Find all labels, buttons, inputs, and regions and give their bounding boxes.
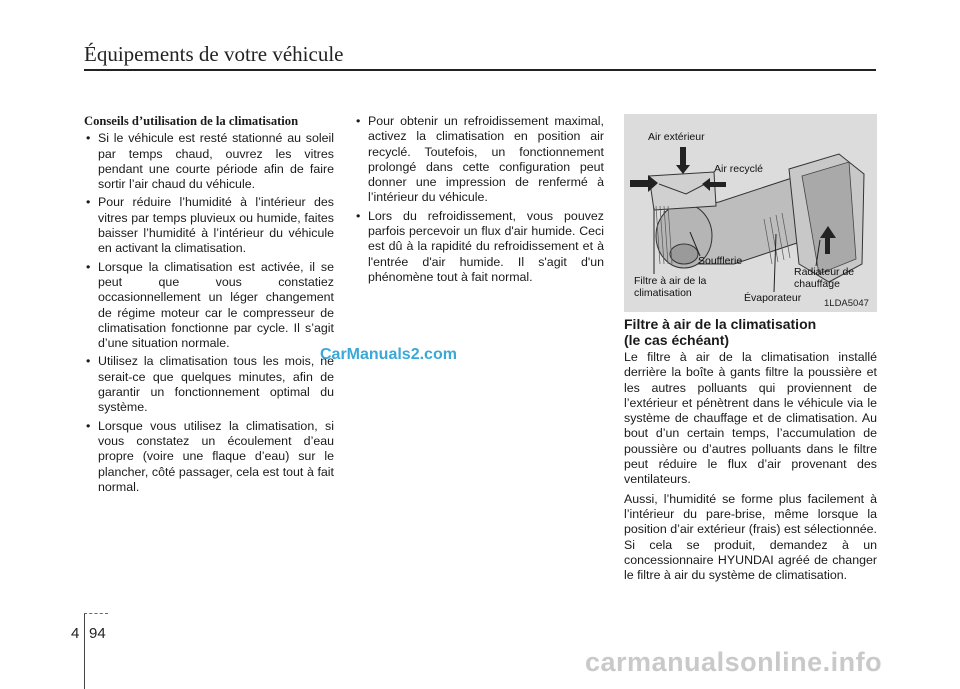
paragraph: Le filtre à air de la climatisation installé derrière la boîte à gants filtre la poussière et les autres polluants qui proviennent de l’extérieur et pénètrent dans le véhicule via le système de chauffage et de climatisation. Au bout d’un certain temps, l’accumulation de poussière ou d’autres polluants dans le filtre peut réduire le flux d’air provenant des ventilateurs.	[624, 350, 877, 487]
paragraph: Aussi, l’humidité se forme plus facilement à l’intérieur du pare-brise, même lorsque la position d’air extérieur (frais) est sélectionnée. Si cela se produit, demandez à un concessionnaire HYUNDAI agréé de changer le filtre à air du système de climatisation.	[624, 491, 877, 583]
watermark-carmanuals: CarManuals2.com	[320, 346, 457, 363]
tips-column-2	[354, 114, 604, 288]
filter-title-line-1: Filtre à air de la climatisation	[624, 316, 817, 332]
filter-section-title	[624, 316, 877, 348]
tips-list-1	[84, 131, 334, 495]
page-number: 94	[89, 625, 106, 642]
list-item: • Pour obtenir un refroidissement maximal, activez la climatisation en position air recyclé. Toutefois, un fonctionnement prolongé dans cette configuration peut donner une impression de renfermé à l’intérieur du véhicule.	[354, 114, 604, 206]
figure-label-heater-2: chauffage	[794, 278, 840, 290]
figure-label-filter: Filtre à air de la	[634, 275, 707, 287]
tips-heading: Conseils d’utilisation de la climatisation	[84, 114, 299, 128]
list-item: • Lorsque la climatisation est activée, il se peut que vous constatiez occasionnellement un léger changement de régime moteur car le compresseur de climatisation fonctionne par cycle. Il s’agit d’une situation normale.	[84, 260, 334, 352]
tips-list-2	[354, 114, 604, 285]
footer-dash	[84, 613, 108, 614]
figure-label-heater: Radiateur de	[794, 266, 855, 278]
list-item: • Pour réduire l’humidité à l’intérieur des vitres par temps pluvieux ou humide, faites baisser l’humidité à l’intérieur du véhicule en activant la climatisation.	[84, 195, 334, 256]
tips-column-1	[84, 114, 334, 498]
ac-airflow-figure	[624, 114, 877, 312]
figure-code: 1LDA5047	[824, 298, 869, 309]
chapter-number: 4	[71, 625, 80, 642]
figure-label-recirc-air: Air recyclé	[714, 163, 764, 175]
list-item: • Lorsque vous utilisez la climatisation, si vous constatez un écoulement d’eau propre (voire une flaque d’eau) sur le plancher, côté passager, cela est tout à fait normal.	[84, 419, 334, 495]
filter-title-line-2: (le cas échéant)	[624, 332, 730, 348]
footer-vertical-rule	[84, 613, 85, 689]
list-item: • Lors du refroidissement, vous pouvez parfois percevoir un flux d'air humide. Ceci est dû à la rapidité du refroidissement et à l'entrée d'air humide. Il s'agit d'un phénomène tout à fait normal.	[354, 209, 604, 285]
page-header-title: Équipements de votre véhicule	[84, 42, 344, 66]
site-watermark: carmanualsonline.info	[585, 647, 883, 677]
list-item: • Si le véhicule est resté stationné au soleil par temps chaud, ouvrez les vitres pendant une courte période afin de faire sortir l’air chaud du véhicule.	[84, 131, 334, 192]
figure-label-filter-2: climatisation	[634, 287, 692, 299]
header-rule	[84, 69, 876, 71]
list-item: • Utilisez la climatisation tous les mois, ne serait-ce que quelques minutes, afin de garantir un fonctionnement optimal du système.	[84, 354, 334, 415]
filter-section-body	[624, 350, 877, 587]
figure-label-blower: Soufflerie	[698, 255, 743, 267]
figure-label-evaporator: Évaporateur	[744, 292, 802, 304]
figure-label-outside-air: Air extérieur	[648, 131, 705, 143]
